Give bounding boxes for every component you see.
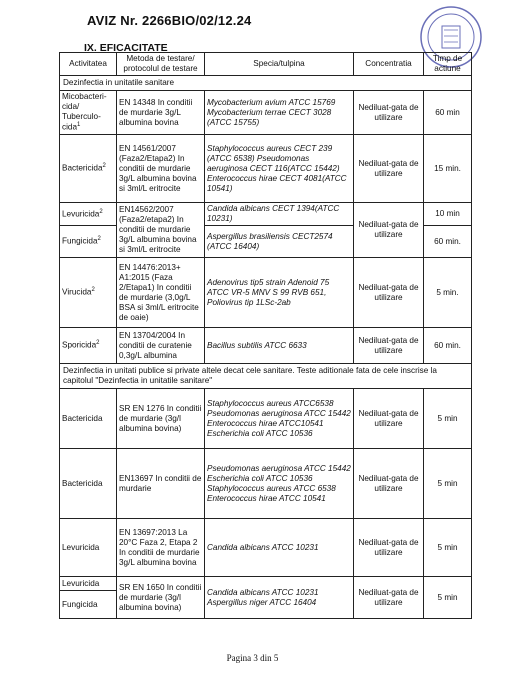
method-cell: EN14562/2007 (Faza2/etapa2) In conditii de murdarie 3g/L albumina bovina si 3ml/L eritrocite — [117, 203, 205, 258]
method-cell: SR EN 1276 In conditii de murdarie (3g/l albumina bovina) — [117, 389, 205, 449]
method-cell: EN 14476:2013+ A1:2015 (Faza 2/Etapa1) In conditii de murdarie (3,0g/L BSA si 3ml/L eritrocite de oaie) — [117, 258, 205, 328]
species-cell: Adenovirus tip5 strain Adenoid 75 ATCC VR-5 MNV S 99 RVB 651, Poliovirus tip 1LSc-2ab — [205, 258, 354, 328]
table-header-row — [60, 53, 472, 76]
concentration-cell: Nediluat-gata de utilizare — [354, 203, 424, 258]
group-title-row — [60, 364, 472, 389]
group-title-row — [60, 76, 472, 91]
section-title: IX. EFICACITATE — [84, 42, 168, 54]
species-cell: Candida albicans CECT 1394(ATCC 10231) — [205, 203, 354, 226]
species-cell: Pseudomonas aeruginosa ATCC 15442 Escherichia coli ATCC 10536 Staphylococcus aureus ATCC 6538 Enterococcus hirae ATCC 10541 — [205, 449, 354, 519]
activity-cell: Levuricida — [60, 519, 117, 577]
table-row — [60, 135, 472, 203]
concentration-cell: Nediluat-gata de utilizare — [354, 449, 424, 519]
col-method: Metoda de testare/ protocolul de testare — [117, 53, 205, 76]
species-cell: Aspergillus brasiliensis CECT2574 (ATCC 16404) — [205, 226, 354, 258]
species-cell: Staphylococcus aureus ATCC6538 Pseudomonas aeruginosa ATCC 15442 Enterococcus hirae ATCC10541 Escherichia coli ATCC 10536 — [205, 389, 354, 449]
document-title: AVIZ Nr. 2266BIO/02/12.24 — [87, 13, 252, 28]
concentration-cell: Nediluat-gata de utilizare — [354, 389, 424, 449]
species-cell: Bacillus subtilis ATCC 6633 — [205, 328, 354, 364]
species-cell: Mycobacterium avium ATCC 15769 Mycobacterium terrae CECT 3028 (ATCC 15755) — [205, 91, 354, 135]
concentration-cell: Nediluat-gata de utilizare — [354, 577, 424, 619]
method-cell: EN 13697:2013 La 20°C Faza 2, Etapa 2 In conditii de murdarie 3g/L albumina bovina — [117, 519, 205, 577]
time-cell: 60 min. — [424, 226, 472, 258]
time-cell: 5 min — [424, 519, 472, 577]
table-row — [60, 203, 472, 226]
method-cell: EN 14561/2007 (Faza2/Etapa2) In conditii de murdarie 3g/L albumina bovina si 3ml/L eritrocite — [117, 135, 205, 203]
time-cell: 5 min — [424, 389, 472, 449]
footnote-mark: 2 — [102, 163, 106, 170]
species-cell: Candida albicans ATCC 10231 Aspergillus niger ATCC 16404 — [205, 577, 354, 619]
col-concentration: Concentratia — [354, 53, 424, 76]
time-cell: 5 min — [424, 449, 472, 519]
activity-cell: Levuricida — [60, 577, 117, 591]
col-activity: Activitatea — [60, 53, 117, 76]
activity-cell: Virucida — [62, 287, 92, 297]
footnote-mark: 2 — [91, 287, 95, 294]
page-number: Pagina 3 din 5 — [226, 653, 279, 663]
footnote-mark: 2 — [97, 236, 101, 243]
col-species: Specia/tulpina — [205, 53, 354, 76]
table-row — [60, 449, 472, 519]
species-cell: Staphylococcus aureus CECT 239 (ATCC 6538) Pseudomonas aeruginosa CECT 116(ATCC 15442) Enterococcus hirae CECT 4081(ATCC 10541) — [205, 135, 354, 203]
concentration-cell: Nediluat-gata de utilizare — [354, 258, 424, 328]
activity-cell: Bactericida — [62, 163, 103, 173]
time-cell: 5 min — [424, 577, 472, 619]
concentration-cell: Nediluat-gata de utilizare — [354, 519, 424, 577]
time-cell: 60 min — [424, 91, 472, 135]
species-cell: Candida albicans ATCC 10231 — [205, 519, 354, 577]
table-row — [60, 389, 472, 449]
method-cell: EN 14348 In conditii de murdarie 3g/L albumina bovina — [117, 91, 205, 135]
time-cell: 5 min. — [424, 258, 472, 328]
activity-cell: Sporicida — [62, 340, 97, 350]
col-time: Timp de actiune — [424, 53, 472, 76]
table-row — [60, 328, 472, 364]
table-row — [60, 258, 472, 328]
footnote-mark: 2 — [96, 340, 100, 347]
table-row — [60, 519, 472, 577]
footnote-mark: 1 — [77, 122, 81, 129]
method-cell: SR EN 1650 In conditii de murdarie (3g/l albumina bovina) — [117, 577, 205, 619]
concentration-cell: Nediluat-gata de utilizare — [354, 91, 424, 135]
time-cell: 10 min — [424, 203, 472, 226]
method-cell: EN 13704/2004 In conditii de curatenie 0,3g/L albumina — [117, 328, 205, 364]
group-title: Dezinfectia in unitatile sanitare — [60, 76, 472, 91]
footnote-mark: 2 — [99, 208, 103, 215]
activity-cell: Fungicida — [60, 591, 117, 619]
table-row — [60, 577, 472, 591]
method-cell: EN13697 In conditii de murdarie — [117, 449, 205, 519]
concentration-cell: Nediluat-gata de utilizare — [354, 135, 424, 203]
efficacy-table — [59, 52, 472, 619]
activity-cell: Levuricida — [62, 209, 100, 219]
group-title: Dezinfectia in unitati publice si private altele decat cele sanitare. Teste aditionale fata de cele inscrise la capitolul "Dezinfectia in unitatile sanitare" — [60, 364, 472, 389]
activity-cell: Bactericida — [60, 389, 117, 449]
time-cell: 15 min. — [424, 135, 472, 203]
time-cell: 60 min. — [424, 328, 472, 364]
activity-cell: Bactericida — [60, 449, 117, 519]
concentration-cell: Nediluat-gata de utilizare — [354, 328, 424, 364]
table-row — [60, 91, 472, 135]
activity-cell: Fungicida — [62, 236, 98, 246]
activity-cell: Micobacteri-cida/ Tuberculo-cida — [62, 92, 107, 132]
